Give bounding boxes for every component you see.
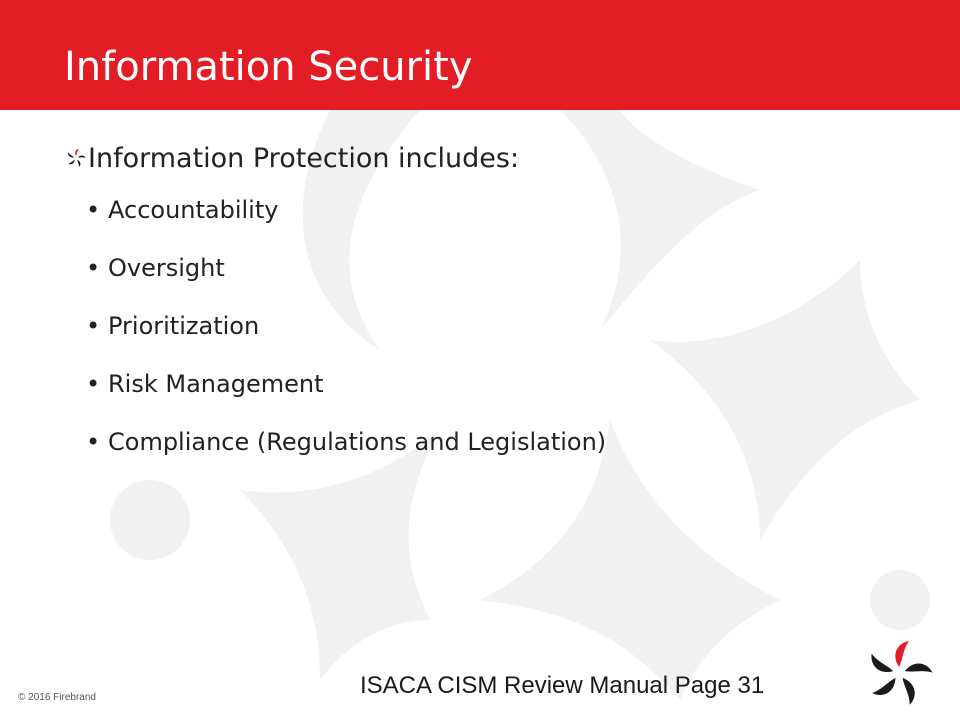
list-item-label: Oversight — [108, 254, 225, 282]
bullet-dot: • — [86, 370, 101, 398]
list-item — [86, 312, 606, 370]
heading-row — [66, 140, 519, 176]
bullet-dot: • — [86, 254, 101, 282]
bullet-list — [86, 196, 606, 486]
copyright-notice: © 2016 Firebrand — [18, 692, 96, 703]
list-item-label: Compliance (Regulations and Legislation) — [108, 428, 607, 456]
bullet-dot: • — [86, 428, 101, 456]
list-item-label: Risk Management — [108, 370, 324, 398]
firebrand-swirl-icon — [66, 148, 86, 168]
section-heading: Information Protection includes: — [88, 142, 520, 174]
list-item — [86, 196, 606, 254]
source-reference: ISACA CISM Review Manual Page 31 — [360, 672, 765, 699]
firebrand-logo — [862, 636, 936, 710]
list-item-label: Prioritization — [108, 312, 260, 340]
list-item — [86, 428, 606, 486]
list-item-label: Accountability — [108, 196, 279, 224]
bullet-dot: • — [86, 196, 101, 224]
list-item — [86, 254, 606, 312]
slide-title: Information Security — [64, 44, 473, 90]
bullet-dot: • — [86, 312, 101, 340]
list-item — [86, 370, 606, 428]
